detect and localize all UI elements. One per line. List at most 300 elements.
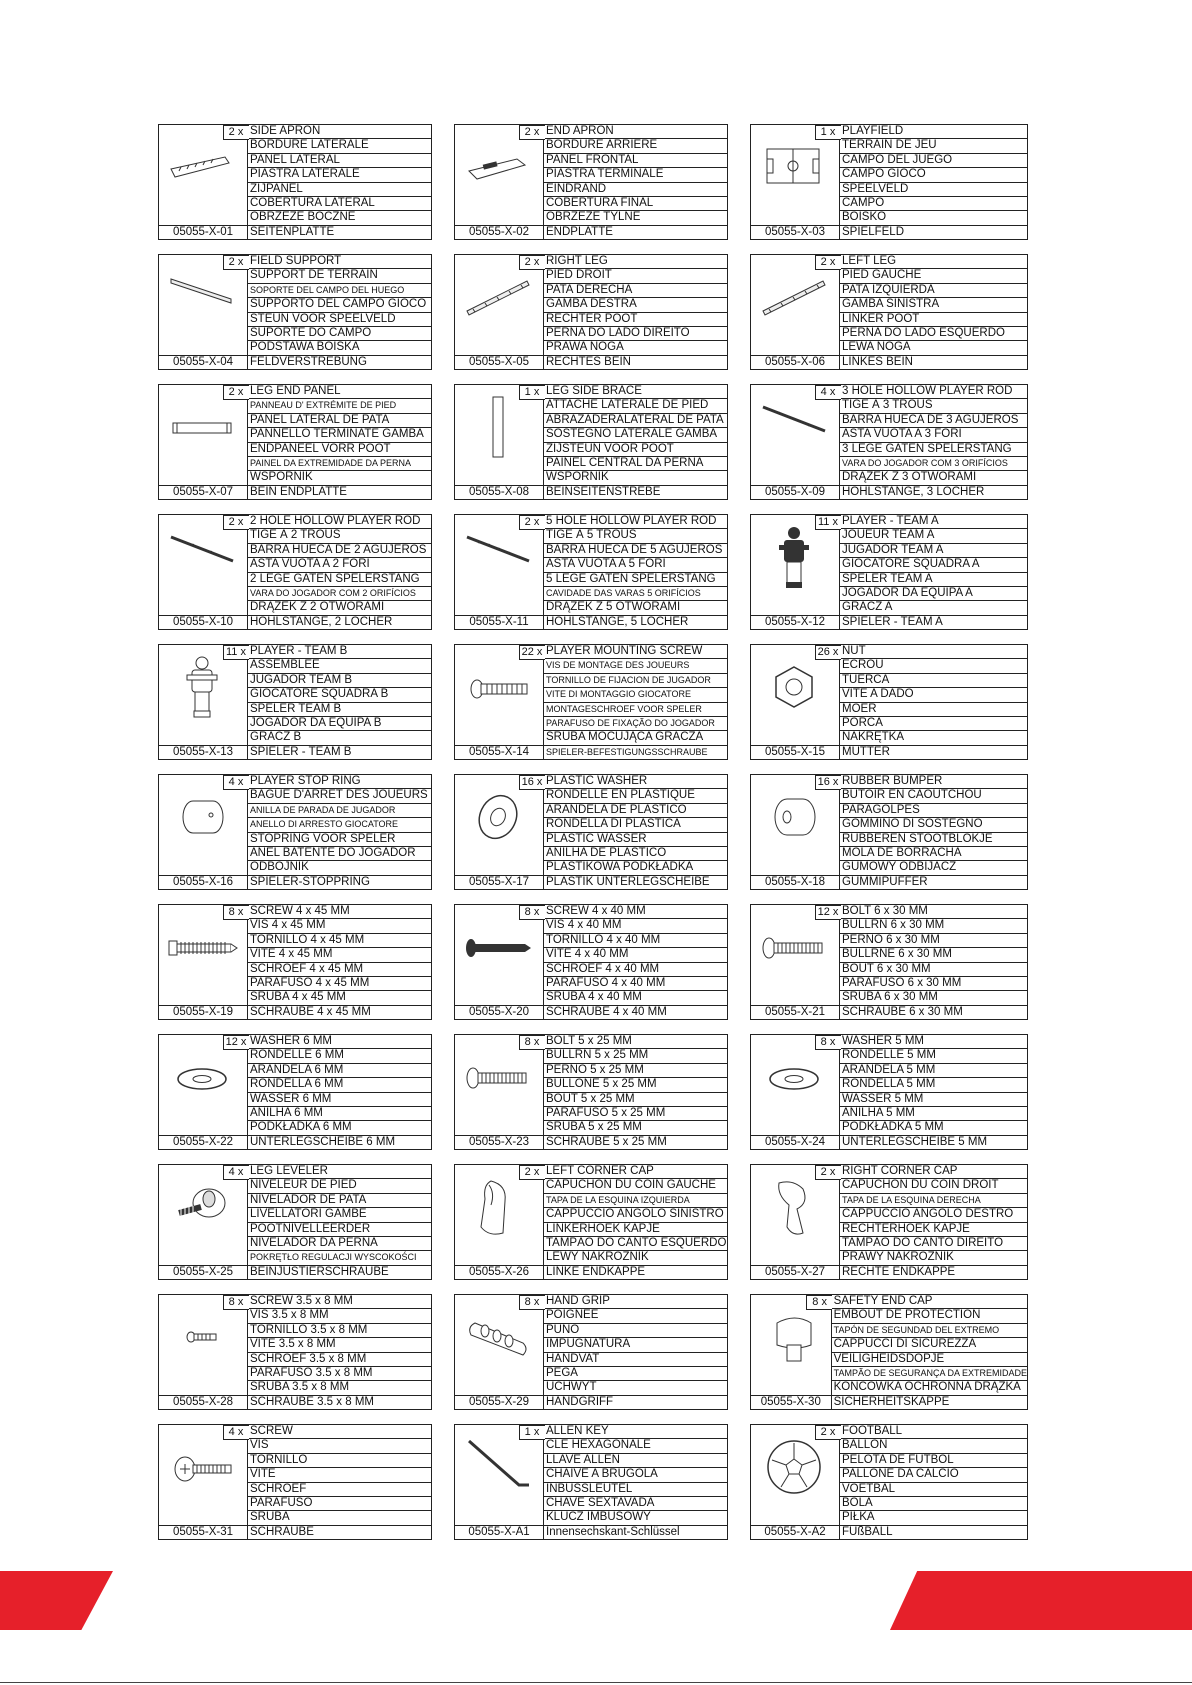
part-card [750, 1294, 1028, 1410]
part-quantity: 2 x [519, 255, 545, 270]
part-code: 05055-X-17 [455, 875, 543, 890]
part-name-row: LINKERHOEK KAPJE [544, 1223, 727, 1237]
part-name-row: VITE 3.5 x 8 MM [248, 1338, 431, 1352]
part-name-row: KOŃCÓWKA OCHRONNA DRĄŻKA [832, 1381, 1027, 1395]
part-card [454, 904, 728, 1020]
part-name-row: SPIELER-BEFESTIGUNGSSCHRAUBE [546, 746, 708, 757]
part-name-row: PAINEL CENTRAL DA PERNA [544, 457, 727, 471]
part-name-row: PALLONE DA CALCIO [840, 1468, 1027, 1482]
part-illustration-cell [455, 255, 544, 369]
part-quantity: 1 x [519, 385, 545, 400]
part-quantity: 2 x [223, 125, 249, 140]
part-name-row: BEINSEITENSTREBE [546, 485, 661, 498]
part-name-row: SCHROEF 3.5 x 8 MM [248, 1353, 431, 1367]
part-name-row: BULLRN 5 x 25 MM [544, 1049, 727, 1063]
part-quantity: 16 x [815, 775, 841, 790]
part-name-row: CAMPO DEL JUEGO [840, 154, 1027, 168]
part-name-row: BOLA [840, 1497, 1027, 1511]
nut-icon [755, 651, 833, 723]
part-illustration-cell [159, 1425, 248, 1539]
part-name-row: ŚRUBA 5 x 25 MM [544, 1121, 727, 1135]
part-illustration-cell [159, 775, 248, 889]
part-name-row: BOLT 6 x 30 MM [840, 905, 1027, 919]
part-name-row: PLASTIKOWA PODKŁADKA [544, 861, 727, 875]
part-name-row: ANILLA DE PARADA DE JUGADOR [248, 804, 431, 818]
part-name-row: Innensechskant-Schlüssel [546, 1525, 680, 1538]
part-name-row: UNTERLEGSCHEIBE 6 MM [250, 1135, 396, 1148]
part-card [454, 1294, 728, 1410]
part-name-row: IMPUGNATURA [544, 1338, 727, 1352]
part-name-row: PIASTRA TERMINALE [544, 168, 727, 182]
part-name-row: PUNO [544, 1324, 727, 1338]
part-name-row: LEWA NOGA [840, 341, 1027, 355]
part-name-row: PELOTA DE FUTBOL [840, 1454, 1027, 1468]
part-name-row: WSPORNIK [248, 471, 431, 485]
side-apron-icon [163, 131, 241, 203]
part-illustration-cell [751, 1425, 840, 1539]
part-name-row: PIŁKA [840, 1511, 1027, 1525]
part-code: 05055-X-28 [159, 1395, 247, 1410]
part-name-row: PARAFUSO 4 x 45 MM [248, 977, 431, 991]
part-name-row: POIGNÉE [544, 1309, 727, 1323]
part-card [750, 124, 1028, 240]
part-name-row: MOLA DE BORRACHA [840, 847, 1027, 861]
part-name-row: ASSEMBLÉE [248, 659, 431, 673]
part-name-row: ARANDELA 6 MM [248, 1064, 431, 1078]
part-name-row: JOUEUR TEAM A [840, 529, 1027, 543]
part-names-list [544, 905, 727, 1019]
part-names-list [544, 645, 727, 759]
part-card [158, 384, 432, 500]
part-name-row: SCHRAUBE 4 x 40 MM [546, 1005, 667, 1018]
part-name-row: PLAYER STOP RING [248, 775, 431, 789]
washer-5mm-icon [755, 1041, 833, 1113]
part-name-row: TORNILLO DE FIJACION DE JUGADOR [544, 674, 727, 688]
part-code: 05055-X-14 [455, 745, 543, 760]
part-card [158, 644, 432, 760]
part-name-row: OBRZEŻE TYLNE [544, 211, 727, 225]
part-code: 05055-X-31 [159, 1525, 247, 1540]
part-name-row: 2 LEGE GATEN SPELERSTANG [248, 573, 431, 587]
left-corner-cap-icon [459, 1171, 537, 1243]
part-code: 05055-X-26 [455, 1265, 543, 1280]
part-card [750, 384, 1028, 500]
part-name-row: PERNO 6 x 30 MM [840, 934, 1027, 948]
part-card [454, 1034, 728, 1150]
part-quantity: 2 x [815, 1165, 841, 1180]
part-name-row: SPELER TEAM A [840, 573, 1027, 587]
part-name-row: RIGHT CORNER CAP [840, 1165, 1027, 1179]
part-name-row: TAPA DE LA ESQUINA DERECHA [840, 1194, 1027, 1208]
part-code: 05055-X-08 [455, 485, 543, 500]
part-name-row: NAKRĘTKA [840, 731, 1027, 745]
part-illustration-cell [751, 775, 840, 889]
part-name-row: VIS [248, 1439, 431, 1453]
part-name-row: SCHROEF [248, 1483, 431, 1497]
part-name-row: ENDPANEEL VORR POOT [248, 443, 431, 457]
part-names-list [840, 775, 1027, 889]
three-hole-rod-icon [755, 391, 833, 463]
part-illustration-cell [751, 1165, 840, 1279]
part-name-row: LINKES BEIN [842, 355, 913, 368]
part-name-row: PODSTAWA BOISKA [248, 341, 431, 355]
part-card [750, 774, 1028, 890]
part-name-row: VOETBAL [840, 1483, 1027, 1497]
part-name-row: ŚRUBA 3.5 x 8 MM [248, 1381, 431, 1395]
part-illustration-cell [455, 385, 544, 499]
part-name-row: JUGADOR TEAM A [840, 544, 1027, 558]
part-name-row: ANILHA 6 MM [248, 1107, 431, 1121]
screw-icon [163, 1431, 241, 1503]
part-names-list [544, 1165, 727, 1279]
part-quantity: 2 x [815, 255, 841, 270]
part-name-row: MUTTER [842, 745, 890, 758]
leg-leveler-icon [163, 1171, 241, 1243]
part-code: 05055-X-29 [455, 1395, 543, 1410]
part-quantity: 8 x [519, 905, 545, 920]
part-name-row: UCHWYT [544, 1381, 727, 1395]
part-illustration-cell [455, 905, 544, 1019]
field-support-icon [163, 261, 241, 333]
part-code: 05055-X-05 [455, 355, 543, 370]
part-illustration-cell [159, 1165, 248, 1279]
part-name-row: PODKŁADKA 5 MM [840, 1121, 1027, 1135]
part-name-row: POOTNIVELLEERDER [248, 1223, 431, 1237]
part-names-list [544, 125, 727, 239]
part-illustration-cell [751, 645, 840, 759]
part-name-row: GOMMINO DI SOSTEGNO [840, 818, 1027, 832]
part-names-list [248, 255, 431, 369]
part-name-row: RIGHT LEG [544, 255, 727, 269]
part-name-row: VITE 4 x 40 MM [544, 948, 727, 962]
part-name-row: CAPUCHON DU COIN GAUCHE [544, 1179, 727, 1193]
part-name-row: EINDRAND [544, 183, 727, 197]
part-name-row: TAPA DE LA ESQUINA IZQUIERDA [544, 1194, 727, 1208]
part-name-row: RECHTES BEIN [546, 355, 631, 368]
part-illustration-cell [751, 515, 840, 629]
part-name-row: BUTOIR EN CAOUTCHOU [840, 789, 1027, 803]
part-name-row: VIS 4 x 45 MM [248, 919, 431, 933]
part-name-row: FUßBALL [842, 1525, 893, 1538]
part-illustration-cell [159, 515, 248, 629]
part-names-list [544, 515, 727, 629]
part-name-row: BARRA HUECA DE 2 AGUJEROS [248, 544, 431, 558]
part-name-row: PLASTIK UNTERLEGSCHEIBE [546, 875, 710, 888]
allen-key-icon [459, 1431, 537, 1503]
part-name-row: ŚRUBA MOCUJĄCA GRACZA [544, 731, 727, 745]
part-name-row: PATA DERECHA [544, 284, 727, 298]
part-name-row: HANDVAT [544, 1353, 727, 1367]
part-name-row: CAVIDADE DAS VARAS 5 ORIFÍCIOS [544, 587, 727, 601]
part-illustration-cell [455, 1295, 544, 1409]
part-card [158, 904, 432, 1020]
part-name-row: SPIELFELD [842, 225, 904, 238]
part-name-row: CAPPUCCIO ANGOLO DESTRO [840, 1208, 1027, 1222]
leg-end-panel-icon [163, 391, 241, 463]
part-name-row: TAMPÃO DO CANTO ESQUERDO [544, 1237, 727, 1251]
washer-6mm-icon [163, 1041, 241, 1113]
part-names-list [544, 775, 727, 889]
part-quantity: 2 x [519, 515, 545, 530]
part-illustration-cell [159, 125, 248, 239]
part-name-row: WASSER 5 MM [840, 1093, 1027, 1107]
part-name-row: RONDELLA DI PLASTICA [544, 818, 727, 832]
part-card [158, 1424, 432, 1540]
part-name-row: SCREW [248, 1425, 431, 1439]
part-quantity: 1 x [519, 1425, 545, 1440]
part-name-row: JOGADOR DA EQUIPA A [840, 587, 1027, 601]
part-card [454, 1164, 728, 1280]
part-name-row: GUMOWY ODBIJACZ [840, 861, 1027, 875]
part-code: 05055-X-03 [751, 225, 839, 240]
part-quantity: 4 x [223, 1165, 249, 1180]
part-name-row: BORDURE ARRIÈRE [544, 139, 727, 153]
part-name-row: ECROU [840, 659, 1027, 673]
part-name-row: SAFETY END CAP [832, 1295, 1027, 1309]
part-name-row: ŚRUBA 4 x 40 MM [544, 991, 727, 1005]
part-illustration-cell [751, 255, 840, 369]
part-quantity: 1 x [815, 125, 841, 140]
part-name-row: PIED GAUCHE [840, 269, 1027, 283]
part-name-row: OBRZEŻE BOCZNE [248, 211, 431, 225]
part-quantity: 12 x [815, 905, 841, 920]
part-name-row: SCREW 3.5 x 8 MM [248, 1295, 431, 1309]
part-name-row: SCHROEF 4 x 45 MM [248, 963, 431, 977]
part-quantity: 2 x [223, 515, 249, 530]
part-name-row: VITE DI MONTAGGIO GIOCATORE [544, 688, 727, 702]
part-name-row: CAPUCHON DU COIN DROIT [840, 1179, 1027, 1193]
part-name-row: SCHRAUBE 4 x 45 MM [250, 1005, 371, 1018]
part-name-row: FOOTBALL [840, 1425, 1027, 1439]
part-name-row: 5 HOLE HOLLOW PLAYER ROD [544, 515, 727, 529]
part-name-row: CAMPO [840, 197, 1027, 211]
part-names-list [840, 1035, 1027, 1149]
part-name-row: ŚRUBA 6 x 30 MM [840, 991, 1027, 1005]
part-name-row: ANEL BATENTE DO JOGADOR [248, 847, 431, 861]
part-name-row: PANEL LATERAL DE PATA [248, 414, 431, 428]
part-name-row: JUGADOR TEAM B [248, 674, 431, 688]
part-name-row: PARAFUSO DE FIXAÇÃO DO JOGADOR [544, 717, 727, 731]
part-quantity: 4 x [223, 775, 249, 790]
part-name-row: VITE 4 x 45 MM [248, 948, 431, 962]
part-names-list [248, 775, 431, 889]
part-card [750, 1034, 1028, 1150]
part-card [454, 254, 728, 370]
part-name-row: HOHLSTANGE, 3 LÖCHER [842, 485, 985, 498]
part-quantity: 4 x [223, 1425, 249, 1440]
part-name-row: HANDGRIFF [546, 1395, 614, 1408]
part-name-row: BARRA HUECA DE 3 AGUJEROS [840, 414, 1027, 428]
part-name-row: GUMMIPUFFER [842, 875, 928, 888]
part-name-row: ALLEN KEY [544, 1425, 727, 1439]
part-name-row: ASTA VUOTA A 2 FORI [248, 558, 431, 572]
part-name-row: INBUSSLEUTEL [544, 1483, 727, 1497]
part-name-row: TORNILLO 4 x 45 MM [248, 934, 431, 948]
part-card [750, 904, 1028, 1020]
part-name-row: SUPPORT DE TERRAIN [248, 269, 431, 283]
part-name-row: JOGADOR DA EQUIPA B [248, 717, 431, 731]
part-names-list [248, 385, 431, 499]
part-name-row: VARA DO JOGADOR COM 2 ORIFÍCIOS [248, 587, 431, 601]
part-name-row: SOSTEGNO LATERALE GAMBA [544, 428, 727, 442]
part-names-list [840, 905, 1027, 1019]
screw-4x40-icon [459, 911, 537, 983]
part-name-row: DRĄŻEK Z 5 OTWORAMI [544, 601, 727, 615]
part-names-list [840, 1425, 1027, 1539]
part-name-row: BORDURE LATÉRALE [248, 139, 431, 153]
part-name-row: PLAYFIELD [840, 125, 1027, 139]
plastic-washer-icon [459, 781, 537, 853]
part-name-row: GAMBA DESTRA [544, 298, 727, 312]
part-illustration-cell [159, 905, 248, 1019]
part-card [454, 124, 728, 240]
part-name-row: NIVELADOR DE PATA [248, 1194, 431, 1208]
part-names-list [840, 125, 1027, 239]
part-name-row: PARAFUSO 3.5 x 8 MM [248, 1367, 431, 1381]
part-name-row: KLUCZ IMBUSOWY [544, 1511, 727, 1525]
mounting-screw-icon [459, 651, 537, 723]
part-name-row: ZIJPANEL [248, 183, 431, 197]
part-name-row: NIVELADOR DA PERNA [248, 1237, 431, 1251]
part-illustration-cell [751, 385, 840, 499]
part-card [158, 254, 432, 370]
part-name-row: PLAYER MOUNTING SCREW [544, 645, 727, 659]
part-quantity: 11 x [815, 515, 841, 530]
part-name-row: PLAYER - TEAM B [248, 645, 431, 659]
part-name-row: ANILHA DE PLÁSTICO [544, 847, 727, 861]
part-name-row: RONDELLA 6 MM [248, 1078, 431, 1092]
part-code: 05055-X-20 [455, 1005, 543, 1020]
part-code: 05055-X-21 [751, 1005, 839, 1020]
part-code: 05055-X-07 [159, 485, 247, 500]
part-name-row: PARAGOLPES [840, 804, 1027, 818]
part-name-row: VIS 3.5 x 8 MM [248, 1309, 431, 1323]
part-name-row: WASSER 6 MM [248, 1093, 431, 1107]
part-card [158, 1164, 432, 1280]
parts-grid [158, 124, 1028, 1540]
part-name-row: SCREW 4 x 45 MM [248, 905, 431, 919]
part-name-row: END APRON [544, 125, 727, 139]
part-names-list [248, 1165, 431, 1279]
part-code: 05055-X-25 [159, 1265, 247, 1280]
part-name-row: SPIELER - TEAM B [250, 745, 352, 758]
part-name-row: LEFT LEG [840, 255, 1027, 269]
part-card [454, 774, 728, 890]
part-quantity: 8 x [519, 1035, 545, 1050]
part-name-row: 2 HOLE HOLLOW PLAYER ROD [248, 515, 431, 529]
part-name-row: BAGUE D'ARRÊT DES JOUEURS [248, 789, 431, 803]
part-name-row: PIASTRA LATERALE [248, 168, 431, 182]
part-name-row: TERRAIN DE JEU [840, 139, 1027, 153]
part-name-row: ABRAZADERALATERAL DE PATA [544, 414, 727, 428]
part-name-row: 3 HOLE HOLLOW PLAYER ROD [840, 385, 1027, 399]
part-illustration-cell [159, 1295, 248, 1409]
part-code: 05055-X-04 [159, 355, 247, 370]
part-name-row: LEWY NAKROŻNIK [544, 1251, 727, 1265]
part-name-row: PERNO 5 x 25 MM [544, 1064, 727, 1078]
part-name-row: LINKER POOT [840, 313, 1027, 327]
part-card [158, 1294, 432, 1410]
part-illustration-cell [455, 645, 544, 759]
part-quantity: 2 x [223, 385, 249, 400]
part-names-list [840, 1165, 1027, 1279]
part-code: 05055-X-11 [455, 615, 543, 630]
part-code: 05055-X-27 [751, 1265, 839, 1280]
part-name-row: TIGE Á 3 TROUS [840, 399, 1027, 413]
footer-rule [0, 1682, 1192, 1683]
part-name-row: SCHRAUBE [250, 1525, 314, 1538]
part-names-list [248, 645, 431, 759]
part-name-row: PERNA DO LADO ESQUERDO [840, 327, 1027, 341]
part-name-row: RECHTER POOT [544, 313, 727, 327]
part-name-row: PRAWY NAKROŻNIK [840, 1251, 1027, 1265]
part-name-row: STOPRING VOOR SPELER [248, 833, 431, 847]
red-corner-left [0, 1571, 113, 1630]
part-name-row: SCHRAUBE 5 x 25 MM [546, 1135, 667, 1148]
part-card [454, 384, 728, 500]
part-name-row: PARAFUSO 6 x 30 MM [840, 977, 1027, 991]
part-code: 05055-X-18 [751, 875, 839, 890]
part-code: 05055-X-19 [159, 1005, 247, 1020]
part-name-row: TORNILLO 4 x 40 MM [544, 934, 727, 948]
part-quantity: 8 x [519, 1295, 545, 1310]
part-illustration-cell [455, 515, 544, 629]
part-name-row: CHAIVE A BRUGOLA [544, 1468, 727, 1482]
part-name-row: WASHER 6 MM [248, 1035, 431, 1049]
part-code: 05055-X-23 [455, 1135, 543, 1150]
part-name-row: PARAFUSO [248, 1497, 431, 1511]
part-code: 05055-X-12 [751, 615, 839, 630]
part-code: 05055-X-01 [159, 225, 247, 240]
part-name-row: SCHRAUBE 3.5 x 8 MM [250, 1395, 374, 1408]
part-names-list [248, 905, 431, 1019]
part-card [750, 254, 1028, 370]
screw-4x45-icon [163, 911, 241, 983]
part-name-row: PANEL LATERAL [248, 154, 431, 168]
part-name-row: ATTACHE LATÉRALE DE PIED [544, 399, 727, 413]
part-card [454, 644, 728, 760]
part-name-row: PLASTIC WASSER [544, 833, 727, 847]
part-name-row: VARA DO JOGADOR COM 3 ORIFÍCIOS [840, 457, 1027, 471]
part-code: 05055-X-13 [159, 745, 247, 760]
part-name-row: SCHRAUBE 6 x 30 MM [842, 1005, 963, 1018]
part-illustration-cell [751, 905, 840, 1019]
part-names-list [248, 515, 431, 629]
part-illustration-cell [159, 385, 248, 499]
part-names-list [544, 1425, 727, 1539]
part-name-row: PLAYER - TEAM A [840, 515, 1027, 529]
part-illustration-cell [455, 1425, 544, 1539]
part-name-row: FELDVERSTREBUNG [250, 355, 367, 368]
part-quantity: 8 x [223, 1295, 249, 1310]
part-name-row: TORNILLO [248, 1454, 431, 1468]
part-name-row: HOHLSTANGE, 5 LÖCHER [546, 615, 689, 628]
part-name-row: ASTA VUOTA A 3 FORI [840, 428, 1027, 442]
part-name-row: ANILHA 5 MM [840, 1107, 1027, 1121]
part-name-row: POKRĘTŁO REGULACJI WYSCOKOŚCI [248, 1251, 431, 1265]
football-icon [755, 1431, 833, 1503]
part-name-row: PANNELLO TERMINATE GAMBA [248, 428, 431, 442]
part-name-row: SPIELER - TEAM A [842, 615, 943, 628]
part-name-row: ARANDELA 5 MM [840, 1064, 1027, 1078]
part-illustration-cell [751, 125, 840, 239]
player-team-a-icon [755, 521, 833, 593]
part-name-row: 3 LEGE GATEN SPELERSTANG [840, 443, 1027, 457]
part-name-row: SPIELER-STOPPRING [250, 875, 370, 888]
part-name-row: RONDELLE EN PLASTIQUE [544, 789, 727, 803]
part-name-row: VITE [248, 1468, 431, 1482]
part-names-list [248, 1295, 431, 1409]
